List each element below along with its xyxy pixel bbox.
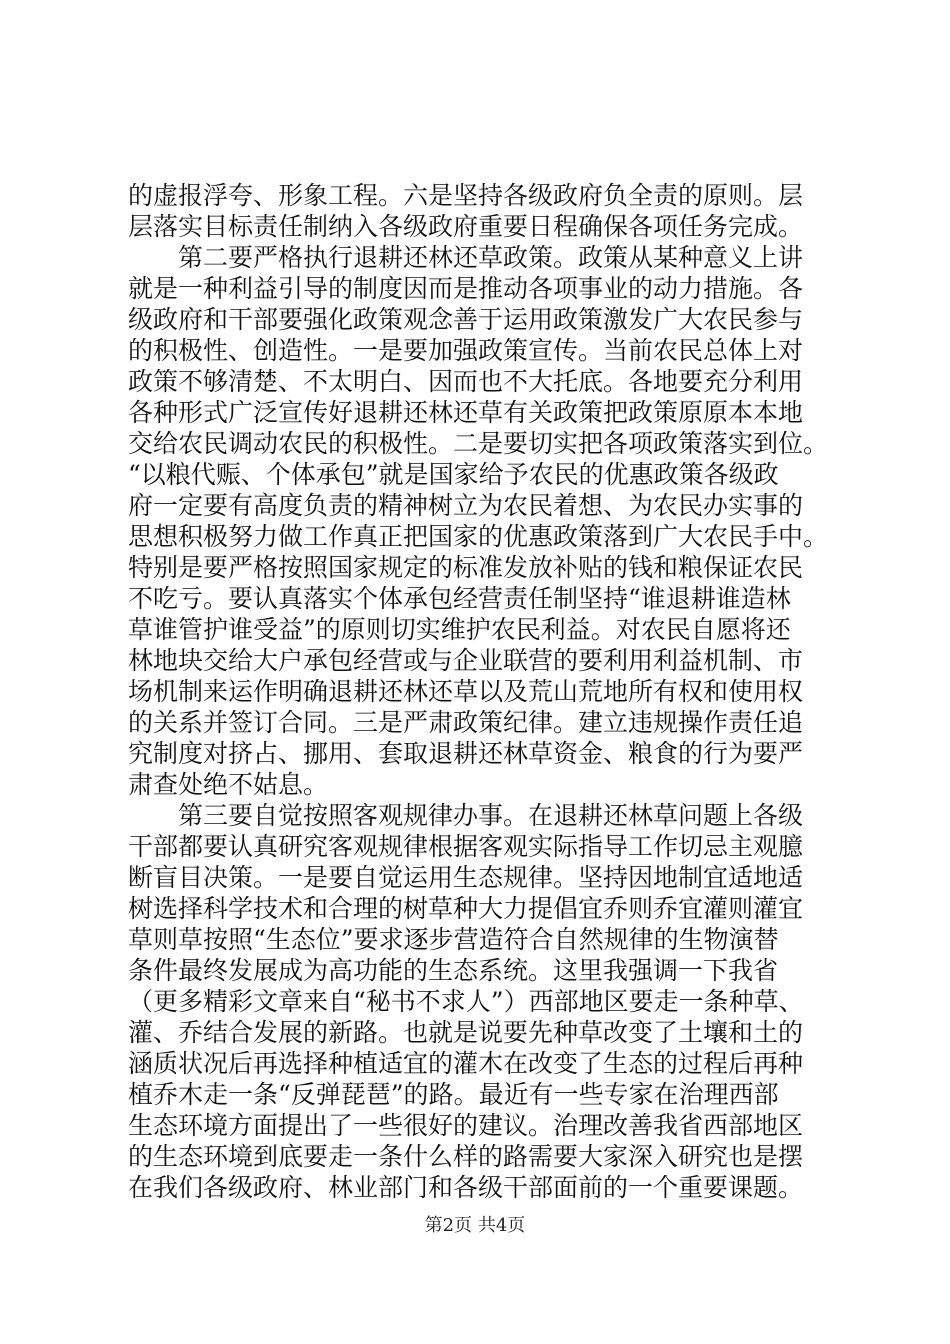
- text-line: 草则草按照“生态位”要求逐步营造符合自然规律的生物演替: [128, 925, 779, 954]
- text-line: 究制度对挤占、挪用、套取退耕还林草资金、粮食的行为要严: [128, 739, 804, 768]
- text-line: 的积极性、创造性。一是要加强政策宣传。当前农民总体上对: [128, 336, 804, 365]
- text-line: 树选择科学技术和合理的树草种大力提倡宜乔则乔宜灌则灌宜: [128, 894, 804, 923]
- text-line: 草谁管护谁受益”的原则切实维护农民利益。对农民自愿将还: [128, 615, 791, 644]
- text-line: 林地块交给大户承包经营或与企业联营的要利用利益机制、市: [128, 646, 804, 675]
- text-line: 断盲目决策。一是要自觉运用生态规律。坚持因地制宜适地适: [128, 863, 804, 892]
- text-line: 涵质状况后再选择种植适宜的灌木在改变了生态的过程后再种: [128, 1049, 804, 1078]
- text-line: 肃查处绝不姑息。: [128, 770, 329, 799]
- page-footer: 第2页 共4页: [424, 1215, 526, 1236]
- text-line: 特别是要严格按照国家规定的标准发放补贴的钱和粮保证农民: [128, 553, 804, 582]
- text-line: 灌、乔结合发展的新路。也就是说要先种草改变了土壤和土的: [128, 1018, 804, 1047]
- text-line: 级政府和干部要强化政策观念善于运用政策激发广大农民参与: [128, 305, 804, 334]
- text-line: 生态环境方面提出了一些很好的建议。治理改善我省西部地区: [128, 1111, 804, 1140]
- text-line: 层落实目标责任制纳入各级政府重要日程确保各项任务完成。: [128, 212, 804, 241]
- text-line: 交给农民调动农民的积极性。二是要切实把各项政策落实到位。: [128, 429, 829, 458]
- text-line: 思想积极努力做工作真正把国家的优惠政策落到广大农民手中。: [128, 522, 829, 551]
- text-line: 场机制来运作明确退耕还林还草以及荒山荒地所有权和使用权: [128, 677, 804, 706]
- text-line: 的虚报浮夸、形象工程。六是坚持各级政府负全责的原则。层: [128, 181, 804, 210]
- text-line: 植乔木走一条“反弹琵琶”的路。最近有一些专家在治理西部: [128, 1080, 779, 1109]
- text-line: 不吃亏。要认真落实个体承包经营责任制坚持“谁退耕谁造林: [128, 584, 791, 613]
- text-line: 第三要自觉按照客观规律办事。在退耕还林草问题上各级: [178, 801, 804, 830]
- text-line: 第二要严格执行退耕还林还草政策。政策从某种意义上讲: [178, 243, 804, 272]
- text-line: 条件最终发展成为高功能的生态系统。这里我强调一下我省: [128, 956, 779, 985]
- text-line: 各种形式广泛宣传好退耕还林还草有关政策把政策原原本本地: [128, 398, 804, 427]
- text-line: 干部都要认真研究客观规律根据客观实际指导工作切忌主观臆: [128, 832, 804, 861]
- text-line: 府一定要有高度负责的精神树立为农民着想、为农民办实事的: [128, 491, 804, 520]
- text-line: 的关系并签订合同。三是严肃政策纪律。建立违规操作责任追: [128, 708, 804, 737]
- text-line: 的生态环境到底要走一条什么样的路需要大家深入研究也是摆: [128, 1142, 804, 1171]
- body-text: [128, 180, 828, 1203]
- text-line: 政策不够清楚、不太明白、因而也不大托底。各地要充分利用: [128, 367, 804, 396]
- text-line: 在我们各级政府、林业部门和各级干部面前的一个重要课题。: [128, 1173, 804, 1202]
- text-line: （更多精彩文章来自“秘书不求人”）西部地区要走一条种草、: [128, 987, 804, 1016]
- text-line: 就是一种利益引导的制度因而是推动各项事业的动力措施。各: [128, 274, 804, 303]
- text-line: “以粮代赈、个体承包”就是国家给予农民的优惠政策各级政: [128, 460, 779, 489]
